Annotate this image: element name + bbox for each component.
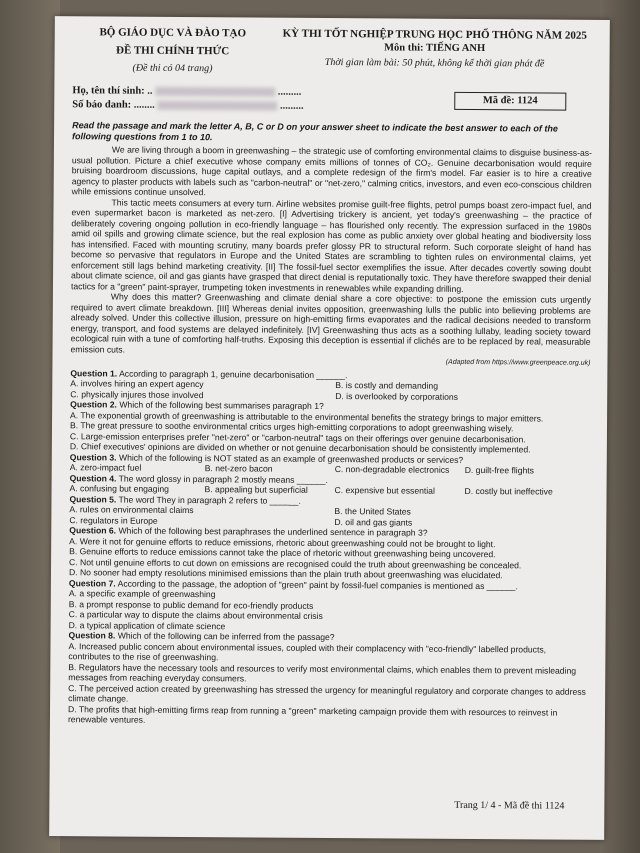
exam-code: Mã đề: 1124: [454, 92, 566, 111]
question-text: Which of the following is NOT stated as an example of greenwashed products or services?: [118, 452, 464, 465]
question-label: Question 7.: [68, 577, 116, 589]
answer-options: [70, 410, 590, 456]
question-text: According to paragraph 1, genuine decarbonisation ______.: [119, 368, 348, 380]
answer-option: B. Genuine efforts to reduce emissions cannot take the place of rhetoric without greenwashing being uncovered.: [69, 546, 496, 560]
question-label: Question 2.: [70, 399, 117, 410]
passage-paragraph-1: We are living through a boom in greenwashing – the strategic use of comforting environmental claims to disguise business-as-usual pollution. Picture a chief executive whose company emits millions of tonnes of CO₂. Genuine decarbonisation would require bruising boardroom discussions, huge capital outlays, and a complete redesign of the firm's model. Far easier is to hire a creative agency to plaster products with labels such as "carbon-neutral" or "net-zero," calming critics, investors, and even eco-conscious children while emissions continue unsolved.: [71, 144, 592, 198]
answer-option: A. a specific example of greenwashing: [68, 588, 216, 600]
answer-option: B. Regulators have the necessary tools and resources to verify most environmental claims, which enables them to prevent misleading messages from reaching everyday consumers.: [68, 661, 577, 684]
exam-title: KỲ THI TỐT NGHIỆP TRUNG HỌC PHỔ THÔNG NĂM 2025: [282, 27, 587, 42]
header-right: [275, 28, 595, 70]
answer-option: B. a prompt response to public demand for eco-friendly products: [68, 598, 314, 611]
answer-option: B. is costly and demanding: [335, 380, 439, 391]
question-list: [68, 368, 590, 729]
answer-option: C. Not until genuine efforts to cut down on emissions are recognised could the truth about greenwashing be concealed.: [69, 556, 522, 570]
question-2: [70, 399, 590, 455]
question-7: [69, 578, 589, 634]
header-left: [72, 26, 272, 74]
answer-option: A. involves hiring an expert agency: [70, 378, 204, 390]
answer-option: D. costly but ineffective: [464, 485, 553, 497]
answer-option: C. a particular way to dispute the claims about environmental crisis: [68, 609, 323, 621]
answer-option: B. net-zero bacon: [204, 463, 273, 474]
passage-paragraph-2: This tactic meets consumers at every turn. Airline websites promise guilt-free flights, petrol pumps boast zero-impact fuel, and even supermarket bacon is marketed as net-zero. [I] Advertising trickery is ancient, yet today's greenwashing – the practice of deliberately covering ongoing pollution in eco-friendly language – has flourished only recently. The expression surfaced in the 1980s amid oil spills and growing climate science, but the real explosion has come as public anxiety over global heating and biodiversity loss has intensified. Faced with mounting scrutiny, many boards prefer glossy PR to structural reform. Such corporate sleight of hand has become so pervasive that regulators in Europe and the United States are scrambling to tighten rules on environmental claims, yet enforcement still lags behind marketing creativity. [II] The fossil-fuel sector exemplifies the issue. After decades covertly sowing doubt about climate science, oil and gas giants have grasped that direct denial is reputationally toxic. They have therefore swapped their denial tactics for a "green" paint-sprayer, trumpeting token investments in renewables while expanding drilling.: [70, 196, 592, 294]
answer-option: A. Increased public concern about environmental issues, coupled with their complacency with "eco-friendly" labelled products, contributes to the rise of greenwashing.: [68, 640, 547, 663]
answer-option: D. a typical application of climate science: [68, 619, 226, 631]
question-label: Question 8.: [68, 630, 116, 641]
question-1: [70, 368, 590, 403]
exam-body: [68, 120, 592, 728]
passage-paragraph-3: Why does this matter? Greenwashing and climate denial share a core objective: to postpone the emission cuts urgently required to avert climate breakdown. [III] Whereas denial invites opposition, greenwashing lulls the public into believing problems are already solved. Under this collective illusion, pressure on high-emitting firms evaporates and the radical decisions needed to transform energy, transport, and food systems are delayed indefinitely. [IV] Greenwashing thus acts as a soothing lullaby, leading society toward ecological ruin with a tune of comforting half-truths. Exposing this deception is essential if clichés are to be replaced by real, measurable emission cuts.: [70, 291, 591, 355]
answer-option: D. oil and gas giants: [334, 516, 413, 528]
candidate-info: Họ, tên thí sinh: .. ......... Số báo danh: ........ .........: [72, 85, 304, 112]
answer-option: C. non-degradable electronics: [334, 464, 450, 475]
question-label: Question 6.: [69, 525, 117, 536]
exam-subject: Môn thi: TIẾNG ANH: [384, 42, 486, 55]
answer-option: B. the United States: [334, 506, 411, 517]
question-label: Question 1.: [70, 367, 118, 379]
answer-option: A. confusing but engaging: [69, 483, 169, 494]
exam-paper: [49, 16, 610, 840]
passage-source: (Adapted from https://www.greenpeace.org.uk): [445, 358, 591, 367]
question-text: According to the passage, the adoption of "green" paint by fossil-fuel companies is mentioned as ______.: [117, 578, 518, 591]
instruction: Read the passage and mark the letter A, B, C or D on your answer sheet to indicate the best answer to each of the following questions from 1 to 10.: [71, 120, 558, 143]
answer-option: C. expensive but essential: [334, 485, 435, 496]
question-8: [68, 630, 589, 728]
question-text: Which of the following can be inferred from the passage?: [117, 630, 335, 643]
redacted-name: [155, 87, 275, 97]
answer-options: [68, 641, 589, 729]
answer-option: D. is overlooked by corporations: [335, 390, 459, 402]
question-label: Question 5.: [69, 493, 117, 505]
answer-option: C. Large-emission enterprises prefer "net-zero" or "carbon-neutral" tags on their offerings over genuine decarbonisation.: [69, 430, 526, 444]
page-count: (Đề thi có 04 trang): [132, 62, 213, 75]
answer-option: D. Chief executives' opinions are divided on whether or not genuine decarbonisation should be consistently implemented.: [69, 441, 531, 455]
answer-options: [69, 536, 589, 582]
answer-option: C. regulators in Europe: [69, 514, 158, 526]
answer-options: [69, 588, 589, 634]
exam-header: [54, 16, 610, 112]
answer-option: A. The exponential growth of greenwashing is attributable to the environmental benefits the strategy brings to major emitters.: [70, 409, 544, 423]
answer-option: A. Were it not for genuine efforts to reduce emissions, rhetoric about greenwashing could not be brought to light.: [69, 535, 496, 549]
answer-option: A. rules on environmental claims: [69, 504, 194, 516]
answer-option: C. The perceived action created by greenwashing has stressed the urgency for meaningful regulatory and corporate changes to address climate change.: [68, 682, 586, 704]
ministry-title: BỘ GIÁO DỤC VÀ ĐÀO TẠO: [99, 26, 247, 40]
question-text: The word They in paragraph 2 refers to ______.: [118, 494, 301, 506]
exam-time: Thời gian làm bài: 50 phút, không kể thời gian phát đề: [324, 56, 545, 70]
question-label: Question 4.: [69, 472, 117, 484]
question-text: Which of the following best paraphrases the underlined sentence in paragraph 3?: [118, 525, 428, 538]
answer-option: D. The profits that high-emitting firms reap from running a "green" marketing campaign provide them with resources to reinvest in renewable ventures.: [67, 703, 558, 725]
question-text: The word glossy in paragraph 2 mostly means ______.: [118, 473, 328, 485]
question-label: Question 3.: [69, 451, 117, 463]
question-6: [69, 525, 589, 581]
answer-option: B. appealing but superficial: [204, 484, 308, 495]
candidate-name-label: Họ, tên thí sinh: ..: [72, 85, 153, 97]
answer-option: D. guilt-free flights: [464, 464, 535, 476]
page-footer: Trang 1/ 4 - Mã đề thi 1124: [454, 799, 565, 812]
answer-option: A. zero-impact fuel: [69, 462, 142, 473]
question-text: Which of the following best summarises paragraph 1?: [119, 399, 324, 411]
official-label: ĐỀ THI CHÍNH THỨC: [115, 44, 230, 58]
question-5: [69, 494, 589, 529]
answer-option: D. No sooner had empty resolutions minimised emissions than the plain truth about greenwashing was elucidated.: [68, 567, 503, 581]
answer-option: B. The great pressure to soothe environmental critics urges high-emitting corporations to adopt greenwashing wisely.: [69, 420, 514, 434]
redacted-id: [157, 101, 277, 111]
candidate-id-label: Số báo danh: ........: [72, 99, 155, 111]
answer-option: C. physically injures those involved: [70, 388, 204, 400]
